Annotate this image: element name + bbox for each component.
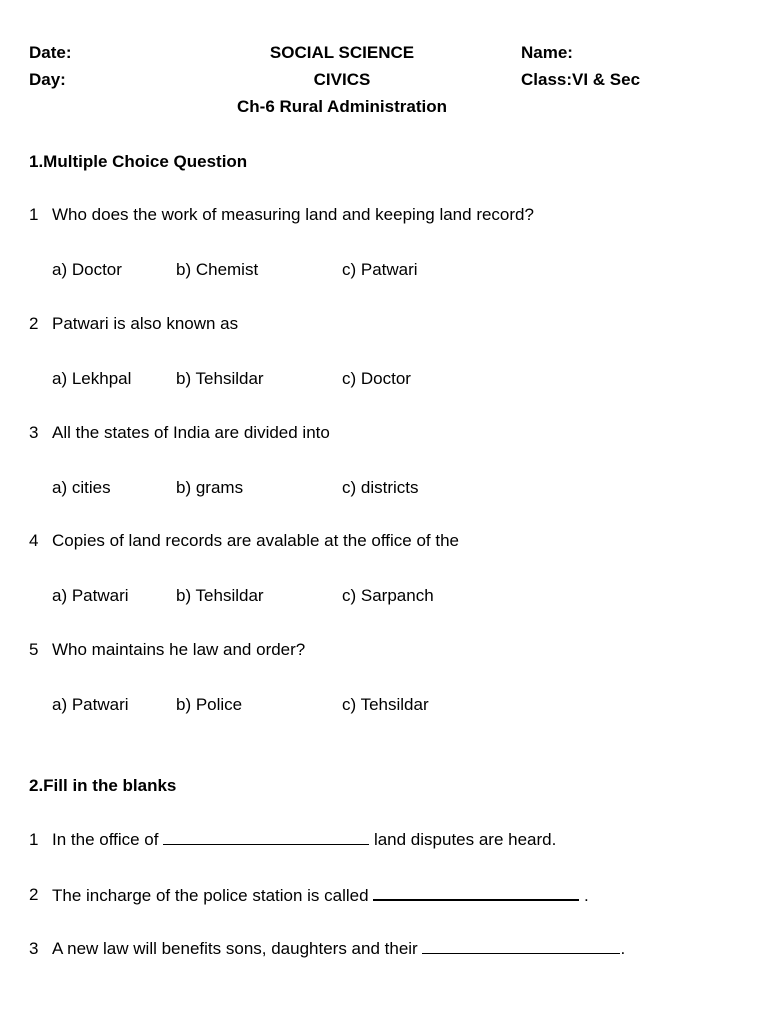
option-a: a) Patwari <box>52 695 129 714</box>
blank-number: 1 <box>29 830 39 849</box>
fill-blank-sentence <box>52 885 589 906</box>
option-a: a) Patwari <box>52 586 129 605</box>
question-text: All the states of India are divided into <box>52 423 330 442</box>
fill-blank-sentence <box>52 830 556 850</box>
option-b: b) Tehsildar <box>176 369 264 388</box>
branch-title: CIVICS <box>313 70 371 89</box>
sentence-start: In the office of <box>52 830 164 849</box>
question-text: Copies of land records are avalable at the office of the <box>52 531 459 550</box>
subject-title: SOCIAL SCIENCE <box>269 43 415 62</box>
blank-number: 3 <box>29 939 39 958</box>
option-a: a) Lekhpal <box>52 369 132 388</box>
option-c: c) Patwari <box>342 260 418 279</box>
answer-blank[interactable] <box>422 939 620 954</box>
blank-number: 2 <box>29 885 39 904</box>
question-number: 4 <box>29 531 39 550</box>
question-number: 2 <box>29 314 39 333</box>
sentence-start: The incharge of the police station is called <box>52 886 374 905</box>
sentence-end: land disputes are heard. <box>369 830 557 849</box>
date-label: Date: <box>29 43 72 62</box>
sentence-end: . <box>579 886 589 905</box>
name-label: Name: <box>521 43 573 62</box>
option-b: b) Chemist <box>176 260 259 279</box>
option-a: a) Doctor <box>52 260 122 279</box>
question-number: 5 <box>29 640 39 659</box>
answer-blank[interactable] <box>373 885 579 901</box>
day-label: Day: <box>29 70 66 89</box>
sentence-end: . <box>620 939 626 958</box>
section-fill-blanks-title: 2.Fill in the blanks <box>29 776 177 795</box>
option-c: c) Doctor <box>342 369 411 388</box>
option-b: b) grams <box>176 478 244 497</box>
class-label: Class:VI & Sec <box>521 70 641 89</box>
fill-blank-sentence <box>52 939 625 959</box>
option-c: c) Sarpanch <box>342 586 434 605</box>
sentence-start: A new law will benefits sons, daughters and their <box>52 939 423 958</box>
question-text: Who does the work of measuring land and keeping land record? <box>52 205 534 224</box>
option-c: c) districts <box>342 478 419 497</box>
answer-blank[interactable] <box>163 830 369 845</box>
question-number: 1 <box>29 205 39 224</box>
option-c: c) Tehsildar <box>342 695 429 714</box>
section-mcq-title: 1.Multiple Choice Question <box>29 152 248 171</box>
chapter-title: Ch-6 Rural Administration <box>237 97 447 116</box>
question-number: 3 <box>29 423 39 442</box>
option-a: a) cities <box>52 478 111 497</box>
option-b: b) Police <box>176 695 243 714</box>
question-text: Patwari is also known as <box>52 314 239 333</box>
question-text: Who maintains he law and order? <box>52 640 306 659</box>
option-b: b) Tehsildar <box>176 586 264 605</box>
